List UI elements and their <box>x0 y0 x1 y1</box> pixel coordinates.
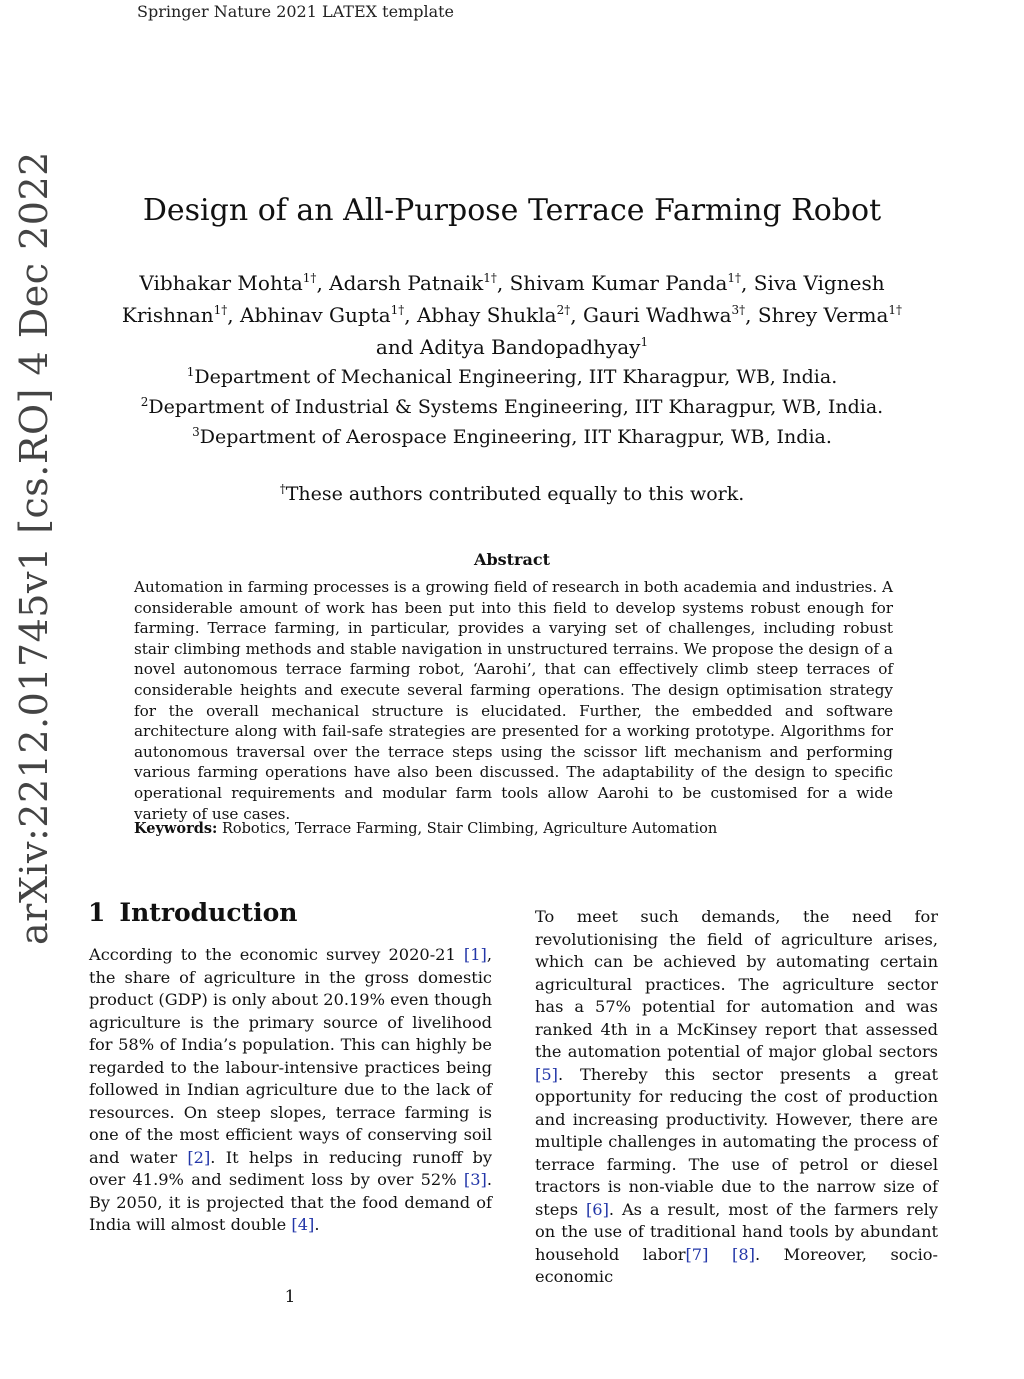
abstract-body: Automation in farming processes is a growing field of research in both academia and industries. A considerable amount of work has been put into this field to develop systems robust enough for farming. Terrace farming, in particular, provides a varying set of challenges, including robust stair climbing methods and stable navigation in unstructured terrains. We propose the design of a novel autonomous terrace farming robot, ‘Aarohi’, that can effectively climb steep terraces of considerable heights and execute several farming operations. The design optimisation strategy for the overall mechanical structure is elucidated. Further, the embedded and software architecture along with fail-safe strategies are presented for a working prototype. Algorithms for autonomous traversal over the terrace steps using the scissor lift mechanism and performing various farming operations have also been discussed. The adaptability of the design to specific operational requirements and modular farm tools allow Aarohi to be customised for a wide variety of use cases. <box>134 578 893 823</box>
author-affiliation-mark: 1† <box>302 271 317 285</box>
section-title: Introduction <box>119 898 298 927</box>
author-separator: , <box>745 303 758 327</box>
body-text: To meet such demands, the need for revolutionising the field of agriculture arises, which can be achieved by automating certain agricultural practices. The agriculture sector has a 57% potential for automation and was ranked 4th in a McKinsey report that assessed the automation potential of major global sectors <box>535 907 938 1061</box>
affiliation-list <box>110 360 914 450</box>
author-separator: , <box>741 271 754 295</box>
author-name: Vibhakar Mohta <box>139 271 303 295</box>
body-text: . Moreover, socio-economic <box>535 1244 938 1286</box>
affiliation-text: Department of Mechanical Engineering, IIT Kharagpur, WB, India. <box>194 366 838 388</box>
author-name: Gauri Wadhwa <box>582 303 732 327</box>
author-affiliation-mark: 1† <box>483 271 497 285</box>
citation-link[interactable]: [6] <box>585 1199 609 1219</box>
author-separator: and <box>375 335 420 359</box>
abstract-heading: Abstract <box>474 550 550 569</box>
body-text: . Thereby this sector presents a great opportunity for reducing the cost of production and increasing productivity. However, there are multiple challenges in automating the process of terrace farming. The use of petrol or diesel tractors is non-viable due to the narrow size of steps <box>535 1064 938 1219</box>
paper-title: Design of an All-Purpose Terrace Farming Robot <box>142 193 882 228</box>
affiliation-line <box>110 420 914 450</box>
author-affiliation-mark: 1† <box>390 303 405 317</box>
author-affiliation-mark: 2† <box>556 303 571 317</box>
dagger-mark: † <box>279 482 286 496</box>
citation-link[interactable]: [1] <box>463 945 487 964</box>
citation-link[interactable]: [4] <box>291 1215 315 1234</box>
author-name: Shrey Verma <box>757 303 889 327</box>
author-name: Abhay Shukla <box>416 303 557 327</box>
citation-link[interactable]: [7] <box>685 1244 709 1264</box>
section-heading <box>88 898 297 927</box>
body-text: According to the economic survey 2020-21 <box>89 945 464 964</box>
author-affiliation-mark: 1 <box>640 335 649 349</box>
body-column-right <box>535 906 938 1289</box>
author-separator: , <box>404 303 417 327</box>
author-name: Adarsh Patnaik <box>329 271 484 295</box>
body-text: . By 2050, it is projected that the food demand of India will almost double <box>89 1170 492 1234</box>
author-affiliation-mark: 3† <box>731 303 746 317</box>
citation-link[interactable]: [8] <box>732 1244 755 1264</box>
body-text <box>708 1245 732 1264</box>
running-header: Springer Nature 2021 LATEX template <box>137 2 454 21</box>
citation-link[interactable]: [5] <box>535 1064 558 1084</box>
equal-contribution-note <box>110 482 914 505</box>
author-name: Shivam Kumar Panda <box>509 271 728 295</box>
body-text: . <box>314 1215 320 1234</box>
page-number: 1 <box>284 1287 296 1307</box>
section-number: 1 <box>88 898 106 927</box>
keywords-text: Robotics, Terrace Farming, Stair Climbing, Agriculture Automation <box>222 821 718 837</box>
affiliation-number: 3 <box>192 425 200 439</box>
author-list <box>110 265 914 361</box>
author-name: Aditya Bandopadhyay <box>419 335 641 359</box>
keywords-line <box>134 820 893 837</box>
author-separator: , <box>227 303 241 327</box>
author-affiliation-mark: 1† <box>727 271 742 285</box>
keywords-label: Keywords: <box>134 820 218 837</box>
author-separator: , <box>316 271 330 295</box>
affiliation-line <box>110 360 914 390</box>
affiliation-number: 1 <box>186 365 195 379</box>
author-affiliation-mark: 1† <box>213 303 228 317</box>
equal-contribution-text: These authors contributed equally to this work. <box>285 483 745 505</box>
body-text: . It helps in reducing runoff by over 41.9% and sediment loss by over 52% <box>89 1147 493 1189</box>
author-separator: , <box>570 303 583 327</box>
citation-link[interactable]: [3] <box>463 1170 487 1189</box>
affiliation-text: Department of Aerospace Engineering, IIT Kharagpur, WB, India. <box>199 426 832 448</box>
author-affiliation-mark: 1† <box>888 303 903 317</box>
author-name: Abhinav Gupta <box>240 303 391 327</box>
affiliation-line <box>110 390 914 420</box>
arxiv-identifier-stamp: arXiv:2212.01745v1 [cs.RO] 4 Dec 2022 <box>12 151 56 945</box>
body-text: . As a result, most of the farmers rely on the use of traditional hand tools by abundant household labor <box>535 1199 938 1264</box>
citation-link[interactable]: [2] <box>187 1147 211 1167</box>
affiliation-text: Department of Industrial & Systems Engineering, IIT Kharagpur, WB, India. <box>148 396 884 418</box>
body-column-left <box>89 944 492 1237</box>
author-separator: , <box>496 271 510 295</box>
body-text: , the share of agriculture in the gross domestic product (GDP) is only about 20.19% even though agriculture is the primary source of livelihood for 58% of India’s population. This can highly be regarded to the labour-intensive practices being followed in Indian agriculture due to the lack of resources. On steep slopes, terrace farming is one of the most efficient ways of conserving soil and water <box>89 945 492 1167</box>
affiliation-number: 2 <box>140 395 149 409</box>
author-name: Siva Vignesh Krishnan <box>121 271 885 327</box>
